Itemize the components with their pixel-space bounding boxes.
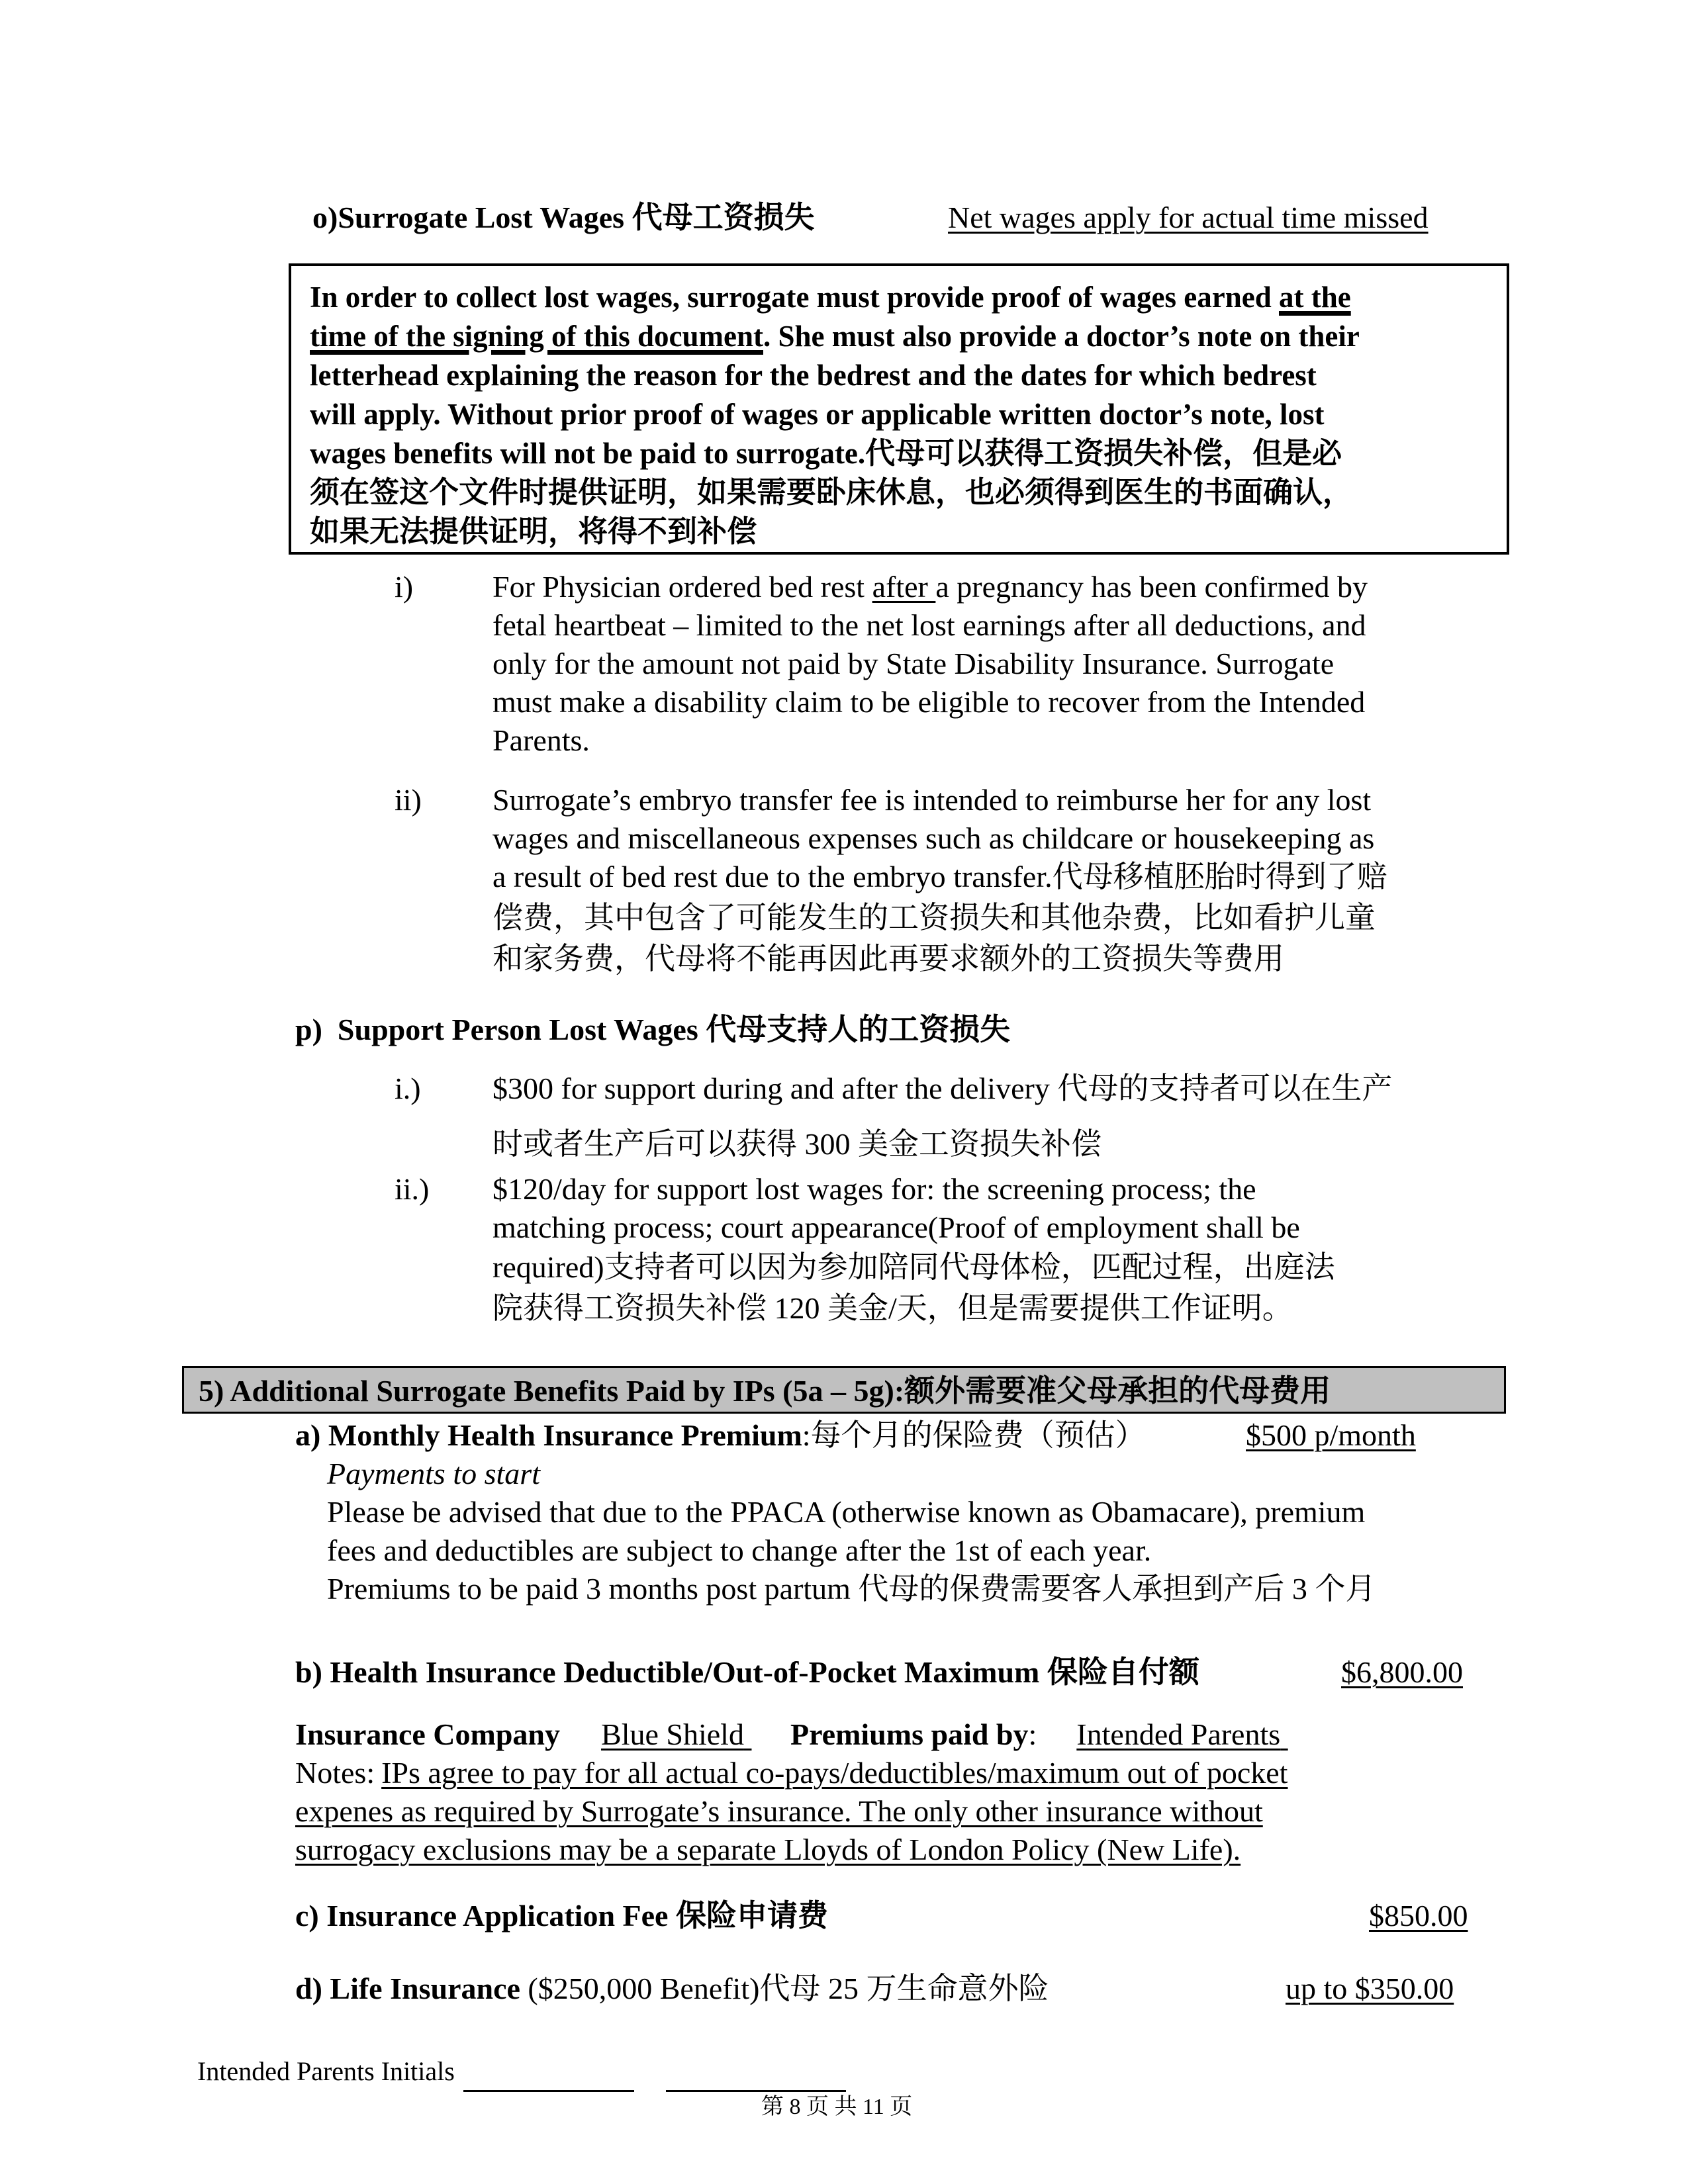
section-p-title: Support Person Lost Wages 代母支持人的工资损失 — [337, 1013, 1011, 1046]
notes-label: Notes: — [295, 1756, 375, 1790]
text-line: Surrogate’s embryo transfer fee is intended to reimburse her for any lost — [492, 783, 1372, 817]
section-5-header-bar — [182, 1366, 1506, 1414]
text-line: Parents. — [492, 723, 590, 757]
initials-line-1[interactable] — [463, 2090, 634, 2092]
insurance-company-value: Blue Shield — [601, 1717, 744, 1751]
section-p-label: p) — [295, 1013, 322, 1046]
text-line: For Physician ordered bed rest — [492, 570, 872, 604]
list-label-o-ii: ii) — [395, 783, 422, 817]
notice-underline-at-the: at the — [1279, 281, 1351, 314]
list-label-p-ii: ii.) — [395, 1172, 430, 1206]
text-line: a pregnancy has been confirmed by — [935, 570, 1368, 604]
item-5d-heading — [295, 1970, 1049, 2008]
section-o-heading — [312, 199, 815, 237]
insurance-company-label: Insurance Company — [295, 1717, 561, 1751]
notice-line-2: . She must also provide a doctor’s note on their — [763, 320, 1360, 353]
list-item-o-ii — [492, 781, 1525, 978]
initials-line-2[interactable] — [666, 2090, 846, 2092]
item-5d-title: d) Life Insurance — [295, 1972, 520, 2005]
insurance-company-row — [295, 1715, 1333, 1754]
list-item-p-i — [492, 1069, 1525, 1163]
item-5b-amount: $6,800.00 — [1341, 1655, 1463, 1689]
text-line: 偿费，其中包含了可能发生的工资损失和其他杂费，比如看护儿童 — [492, 901, 1376, 934]
text-line: matching process; court appearance(Proof of employment shall be — [492, 1210, 1300, 1244]
item-5d-title-rest: ($250,000 Benefit)代母 25 万生命意外险 — [520, 1972, 1049, 2005]
list-label-p-i: i.) — [395, 1071, 421, 1105]
text-line: Premiums to be paid 3 months post partum 代母的保费需要客人承担到产后 3 个月 — [327, 1572, 1376, 1606]
premiums-paid-by-colon: : — [1028, 1717, 1037, 1751]
item-5d-amount: up to $350.00 — [1286, 1972, 1454, 2005]
list-label-o-i: i) — [395, 570, 414, 604]
underline-after: after — [872, 570, 936, 604]
item-5a-heading — [295, 1416, 1146, 1455]
text-line: 和家务费，代母将不能再因此再要求额外的工资损失等费用 — [492, 942, 1284, 976]
item-5a-title-cn: :每个月的保险费（预估） — [802, 1418, 1146, 1452]
insurance-notes — [295, 1754, 1520, 1869]
text-line: 院获得工资损失补偿 120 美金/天，但是需要提供工作证明。 — [492, 1291, 1293, 1325]
item-5a-title: a) Monthly Health Insurance Premium — [295, 1418, 802, 1452]
item-5c-title: c) Insurance Application Fee 保险申请费 — [295, 1899, 828, 1933]
notice-line-1: In order to collect lost wages, surrogate must provide proof of wages earned — [310, 281, 1279, 314]
text-line: $120/day for support lost wages for: the screening process; the — [492, 1172, 1256, 1206]
premiums-paid-by-label: Premiums paid by — [790, 1717, 1029, 1751]
section-o-amount: Net wages apply for actual time missed — [948, 201, 1429, 234]
notice-line-4: will apply. Without prior proof of wages or applicable written doctor’s note, lost — [310, 398, 1325, 431]
notice-line-6: 须在签这个文件时提供证明，如果需要卧床休息，也必须得到医生的书面确认， — [310, 476, 1353, 509]
text-line: 时或者生产后可以获得 300 美金工资损失补偿 — [492, 1127, 1102, 1161]
notice-line-3: letterhead explaining the reason for the bedrest and the dates for which bedrest — [310, 359, 1317, 392]
list-item-o-i — [492, 568, 1525, 760]
item-5a-note: Payments to start — [327, 1457, 540, 1490]
notes-line-1: IPs agree to pay for all actual co-pays/deductibles/maximum out of pocket — [381, 1756, 1288, 1790]
section-o-title: Surrogate Lost Wages 代母工资损失 — [338, 201, 815, 234]
text-line: fees and deductibles are subject to change after the 1st of each year. — [327, 1533, 1152, 1567]
lost-wages-notice-box — [289, 263, 1509, 555]
list-item-p-ii — [492, 1170, 1525, 1328]
initials-label: Intended Parents Initials — [197, 2056, 455, 2086]
notice-line-7: 如果无法提供证明，将得不到补偿 — [310, 515, 757, 548]
text-line: must make a disability claim to be eligible to recover from the Intended — [492, 685, 1366, 719]
lost-wages-notice-text — [310, 278, 1501, 551]
item-5c-amount: $850.00 — [1369, 1899, 1468, 1933]
section-5-header: 5) Additional Surrogate Benefits Paid by IPs (5a – 5g):额外需要准父母承担的代母费用 — [199, 1374, 1331, 1408]
section-p-heading — [295, 1011, 1010, 1049]
notice-line-5: wages benefits will not be paid to surrogate.代母可以获得工资损失补偿，但是必 — [310, 437, 1342, 470]
text-line: required)支持者可以因为参加陪同代母体检，匹配过程，出庭法 — [492, 1250, 1335, 1284]
text-line: wages and miscellaneous expenses such as childcare or housekeeping as — [492, 821, 1375, 855]
notes-line-3: surrogacy exclusions may be a separate Lloyds of London Policy (New Life). — [295, 1833, 1241, 1866]
item-5a-body — [327, 1493, 1519, 1608]
premiums-paid-by-value: Intended Parents — [1076, 1717, 1281, 1751]
notice-underline-signing: time of the signing of this document — [310, 320, 763, 353]
text-line: only for the amount not paid by State Disability Insurance. Surrogate — [492, 647, 1335, 680]
notes-line-2: expenes as required by Surrogate’s insurance. The only other insurance without — [295, 1794, 1263, 1828]
text-line: Please be advised that due to the PPACA (otherwise known as Obamacare), premium — [327, 1495, 1366, 1529]
text-line: fetal heartbeat – limited to the net lost earnings after all deductions, and — [492, 608, 1366, 642]
text-line: $300 for support during and after the delivery 代母的支持者可以在生产 — [492, 1071, 1393, 1105]
section-o-label: o) — [312, 201, 338, 234]
page-indicator: 第 8 页 共 11 页 — [761, 2095, 913, 2119]
item-5a-amount: $500 p/month — [1246, 1418, 1416, 1452]
item-5b-title: b) Health Insurance Deductible/Out-of-Pocket Maximum 保险自付额 — [295, 1655, 1199, 1689]
text-line: a result of bed rest due to the embryo transfer.代母移植胚胎时得到了赔 — [492, 860, 1387, 893]
